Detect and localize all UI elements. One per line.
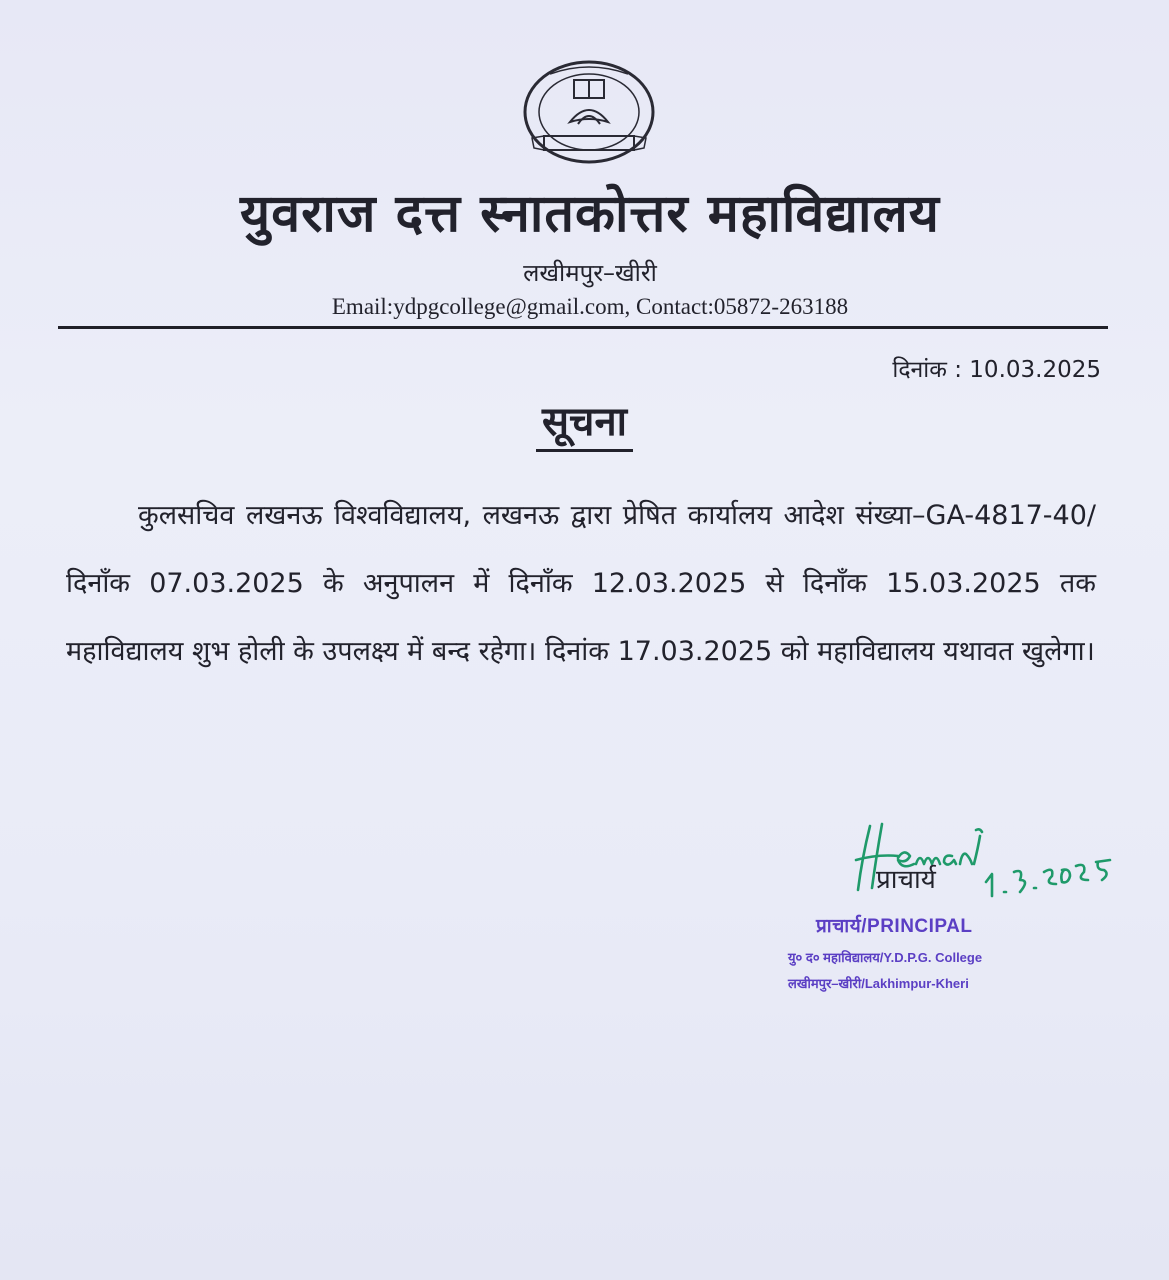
stamp-college: यु० द० महाविद्यालय/Y.D.P.G. College — [788, 950, 983, 965]
notice-title: सूचना — [536, 392, 633, 452]
notice-title-wrap — [0, 392, 1169, 452]
notice-body-wrap — [66, 482, 1096, 686]
principal-stamp — [788, 912, 1088, 992]
college-city: लखीमपुर–खीरी — [523, 259, 657, 287]
header-divider — [58, 326, 1108, 329]
notice-date — [892, 352, 1101, 384]
stamp-location: लखीमपुर–खीरी/Lakhimpur-Kheri — [788, 976, 969, 991]
college-contact: Email:ydpgcollege@gmail.com, Contact:05872-263188 — [331, 294, 849, 319]
signatory-designation: प्राचार्य — [876, 865, 936, 895]
date-value: 10.03.2025 — [969, 357, 1101, 383]
college-name: युवराज दत्त स्नातकोत्तर महाविद्यालय — [240, 184, 940, 244]
college-emblem-icon — [520, 58, 658, 166]
notice-body: कुलसचिव लखनऊ विश्वविद्यालय, लखनऊ द्वारा प्रेषित कार्यालय आदेश संख्या–GA-4817-40/दिनाँक 07.03.2025 के अनुपालन में दिनाँक 12.03.2025 से दिनाँक 15.03.2025 तक महाविद्यालय शुभ होली के उपलक्ष्य में बन्द रहेगा। दिनांक 17.03.2025 को महाविद्यालय यथावत खुलेगा। — [66, 500, 1096, 667]
date-label: दिनांक : — [892, 357, 962, 383]
stamp-title: प्राचार्य/PRINCIPAL — [816, 916, 973, 937]
